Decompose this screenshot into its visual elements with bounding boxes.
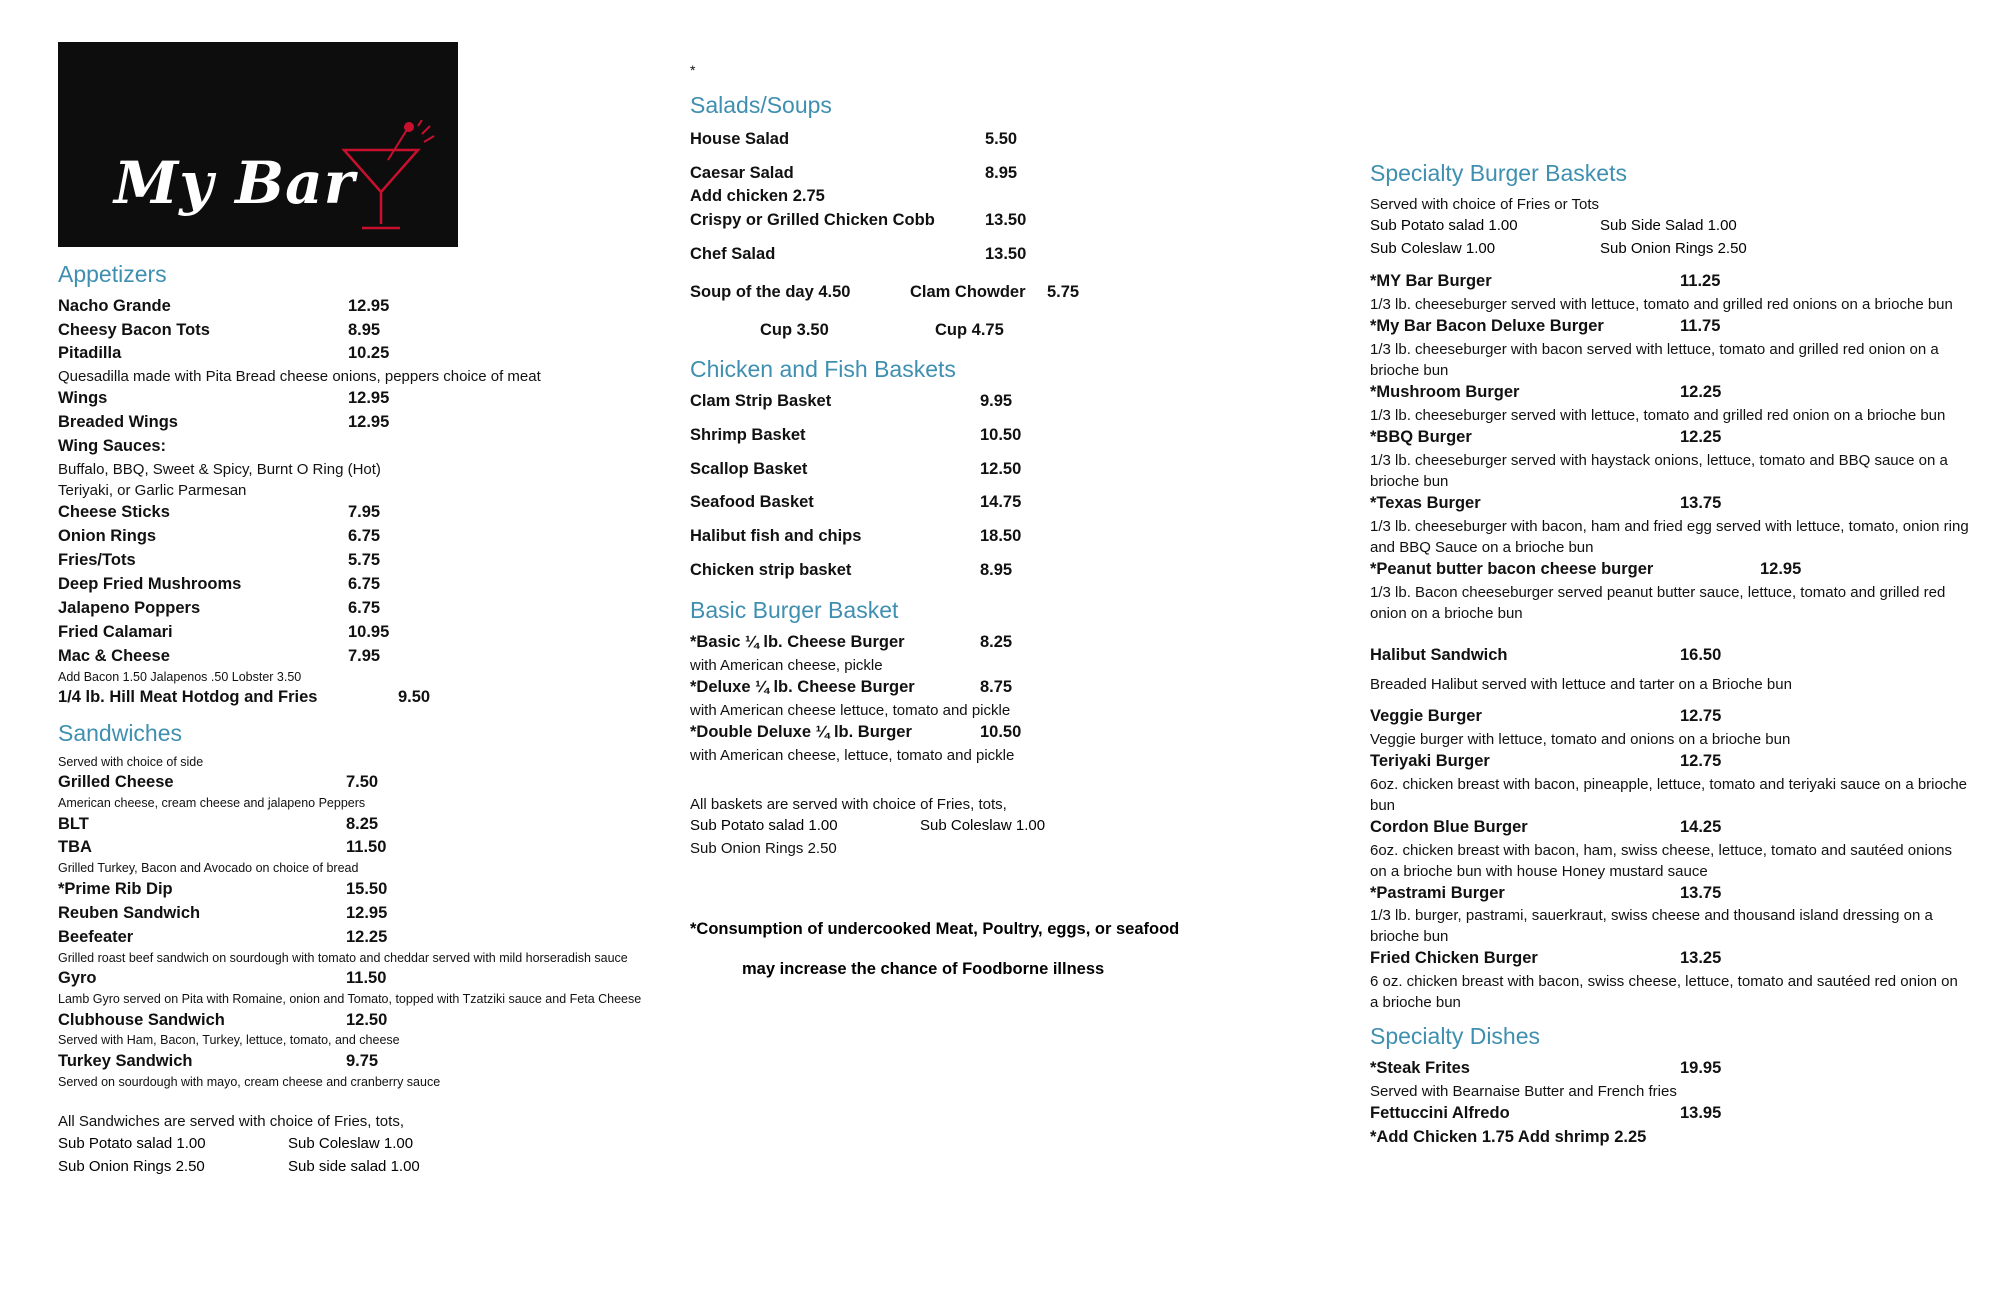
item-price: 12.95 bbox=[346, 903, 388, 922]
item-name: Caesar Salad bbox=[690, 163, 794, 182]
right-column bbox=[1370, 0, 1970, 1150]
item-name: Fries/Tots bbox=[58, 550, 136, 569]
item-price: 12.25 bbox=[1680, 383, 1722, 402]
item-name: Fettuccini Alfredo bbox=[1370, 1103, 1510, 1122]
menu-item-row bbox=[58, 902, 698, 926]
menu-item-row bbox=[1370, 558, 1970, 582]
menu-item-row bbox=[58, 926, 698, 950]
menu-item-row bbox=[58, 1050, 698, 1074]
basket-footer-line-1: All baskets are served with choice of Fries, tots, bbox=[690, 795, 1007, 813]
add-chicken-line: Add chicken 2.75 bbox=[690, 187, 825, 206]
item-description: Quesadilla made with Pita Bread cheese onions, peppers choice of meat bbox=[58, 368, 541, 386]
item-name: Crispy or Grilled Chicken Cobb bbox=[690, 211, 935, 230]
item-price: 13.75 bbox=[1680, 883, 1722, 902]
sandwich-footer-line-2 bbox=[58, 1133, 698, 1156]
asterisk-marker: * bbox=[690, 62, 696, 78]
item-name: Chef Salad bbox=[690, 245, 776, 264]
appetizer-addons: Add Bacon 1.50 Jalapenos .50 Lobster 3.50 bbox=[58, 669, 302, 684]
item-name: *Texas Burger bbox=[1370, 494, 1481, 513]
item-description: 1/3 lb. cheeseburger with bacon served with lettuce, tomato and grilled red onion on a brioche bun bbox=[1370, 341, 1939, 380]
item-price: 11.50 bbox=[346, 838, 387, 857]
item-name: TBA bbox=[58, 838, 92, 857]
item-price: 9.95 bbox=[980, 391, 1013, 410]
item-price: 12.75 bbox=[1680, 706, 1722, 725]
item-price: 8.75 bbox=[980, 677, 1013, 696]
item-price: 12.50 bbox=[980, 459, 1022, 478]
item-name: Pitadilla bbox=[58, 344, 122, 363]
item-name: *Steak Frites bbox=[1370, 1059, 1470, 1077]
menu-item-row bbox=[690, 559, 1330, 583]
item-price: 7.95 bbox=[348, 503, 381, 522]
sub-coleslaw: Sub Coleslaw 1.00 bbox=[1370, 239, 1496, 257]
item-price: 12.25 bbox=[346, 927, 388, 946]
disclaimer-text: may increase the chance of Foodborne illness bbox=[742, 960, 1105, 978]
item-name: Cheesy Bacon Tots bbox=[58, 320, 210, 339]
section-specialty-burgers-title: Specialty Burger Baskets bbox=[1370, 160, 1627, 186]
sub-options-line-2 bbox=[1370, 238, 1970, 261]
disclaimer-line-2 bbox=[690, 956, 1330, 982]
section-basic-burger-title: Basic Burger Basket bbox=[690, 597, 899, 624]
item-price: 14.75 bbox=[980, 493, 1022, 512]
menu-item-row bbox=[1370, 270, 1970, 294]
soup-of-the-day: Soup of the day 4.50 bbox=[690, 283, 851, 302]
sub-side-salad: Sub Side Salad 1.00 bbox=[1600, 217, 1737, 235]
menu-item-row bbox=[58, 525, 698, 549]
item-price: 5.75 bbox=[348, 550, 381, 569]
item-price: 11.50 bbox=[346, 969, 387, 988]
item-description: Served with Ham, Bacon, Turkey, lettuce, tomato, and cheese bbox=[58, 1033, 400, 1048]
menu-item-row bbox=[1370, 705, 1970, 729]
item-name: *Pastrami Burger bbox=[1370, 883, 1505, 902]
item-description: Served on sourdough with mayo, cream cheese and cranberry sauce bbox=[58, 1074, 441, 1089]
wing-sauces-line-2: Teriyaki, or Garlic Parmesan bbox=[58, 482, 247, 500]
item-name: Cheese Sticks bbox=[58, 503, 170, 522]
menu-item-row bbox=[1370, 1102, 1970, 1126]
clam-chowder-price: 5.75 bbox=[1047, 283, 1080, 302]
item-price: 12.50 bbox=[346, 1010, 388, 1029]
item-description: American cheese, cream cheese and jalapeno Peppers bbox=[58, 796, 366, 811]
item-name: Reuben Sandwich bbox=[58, 903, 201, 922]
item-price: 15.50 bbox=[346, 879, 388, 898]
menu-item-row bbox=[58, 1009, 698, 1033]
item-price: 19.95 bbox=[1680, 1059, 1722, 1077]
menu-item-row bbox=[690, 676, 1330, 700]
sub-options-line-1 bbox=[1370, 215, 1970, 238]
menu-item-row bbox=[58, 813, 698, 837]
menu-item-row bbox=[690, 390, 1330, 414]
item-price: 13.75 bbox=[1680, 494, 1722, 513]
menu-item-row bbox=[58, 549, 698, 573]
menu-item-row bbox=[58, 501, 698, 525]
left-column bbox=[58, 0, 698, 1178]
item-description: with American cheese, pickle bbox=[690, 656, 883, 674]
sandwich-footer-line-3 bbox=[58, 1156, 698, 1179]
section-appetizers-title: Appetizers bbox=[58, 261, 167, 287]
sub-side-salad: Sub side salad 1.00 bbox=[288, 1157, 420, 1175]
menu-item-row bbox=[58, 319, 698, 343]
cup-price-1: Cup 3.50 bbox=[760, 321, 829, 340]
item-price: 12.95 bbox=[348, 296, 390, 315]
section-specialty-dishes-title: Specialty Dishes bbox=[1370, 1023, 1541, 1050]
item-price: 10.95 bbox=[348, 622, 390, 641]
item-name: Mac & Cheese bbox=[58, 646, 170, 665]
item-name: Teriyaki Burger bbox=[1370, 751, 1490, 770]
sub-onion-rings: Sub Onion Rings 2.50 bbox=[58, 1157, 205, 1175]
item-price: 8.95 bbox=[980, 561, 1013, 580]
item-price: 10.25 bbox=[348, 344, 390, 363]
served-with-note: Served with choice of Fries or Tots bbox=[1370, 195, 1599, 213]
menu-item-row bbox=[1370, 882, 1970, 906]
item-price: 13.95 bbox=[1680, 1103, 1722, 1122]
sandwiches-subtitle: Served with choice of side bbox=[58, 754, 204, 769]
item-name: *Deluxe ¼ lb. Cheese Burger bbox=[690, 677, 915, 696]
item-price: 9.75 bbox=[346, 1051, 379, 1070]
menu-item-row bbox=[690, 525, 1330, 549]
item-description: 1/3 lb. burger, pastrami, sauerkraut, swiss cheese and thousand island dressing on a brioche bun bbox=[1370, 907, 1933, 946]
item-price: 8.95 bbox=[985, 163, 1018, 182]
item-price: 7.95 bbox=[348, 646, 381, 665]
section-salads-soups-title: Salads/Soups bbox=[690, 92, 832, 118]
menu-item-row bbox=[1370, 947, 1970, 971]
menu-item-row bbox=[690, 458, 1330, 482]
item-name: Halibut Sandwich bbox=[1370, 645, 1508, 664]
item-price: 13.50 bbox=[985, 211, 1027, 230]
cup-price-2: Cup 4.75 bbox=[935, 321, 1004, 340]
menu-item-row bbox=[1370, 381, 1970, 405]
item-name: BLT bbox=[58, 814, 89, 833]
item-name: House Salad bbox=[690, 129, 790, 148]
item-name: Fried Chicken Burger bbox=[1370, 949, 1538, 968]
item-name: Turkey Sandwich bbox=[58, 1051, 193, 1070]
item-description: Grilled roast beef sandwich on sourdough with tomato and cheddar served with mild horseradish sauce bbox=[58, 950, 628, 965]
item-price: 12.95 bbox=[348, 413, 390, 432]
clam-chowder-label: Clam Chowder bbox=[910, 283, 1026, 302]
item-price: 6.75 bbox=[348, 527, 381, 546]
menu-item-row bbox=[58, 621, 698, 645]
item-name: *Mushroom Burger bbox=[1370, 383, 1520, 402]
item-name: Cordon Blue Burger bbox=[1370, 817, 1528, 836]
menu-item-row bbox=[58, 295, 698, 319]
item-name: Wings bbox=[58, 389, 108, 408]
item-price: 8.95 bbox=[348, 320, 381, 339]
wing-sauces-label: Wing Sauces: bbox=[58, 437, 167, 456]
item-description: 6oz. chicken breast with bacon, pineapple, lettuce, tomato and teriyaki sauce on a brioche bun bbox=[1370, 775, 1968, 814]
item-name: Shrimp Basket bbox=[690, 425, 806, 444]
sub-onion-rings: Sub Onion Rings 2.50 bbox=[1600, 239, 1747, 257]
menu-item-row bbox=[58, 597, 698, 621]
menu-item-row bbox=[58, 387, 698, 411]
item-name: *Prime Rib Dip bbox=[58, 879, 173, 898]
item-price: 5.50 bbox=[985, 129, 1018, 148]
menu-item-row bbox=[58, 411, 698, 435]
middle-column bbox=[690, 0, 1330, 982]
item-name: Fried Calamari bbox=[58, 622, 173, 641]
item-price: 10.50 bbox=[980, 425, 1022, 444]
item-name: Onion Rings bbox=[58, 527, 157, 546]
item-price: 12.95 bbox=[348, 389, 390, 408]
item-price: 18.50 bbox=[980, 527, 1022, 546]
item-price: 8.25 bbox=[346, 814, 379, 833]
item-price: 14.25 bbox=[1680, 817, 1722, 836]
item-name: Seafood Basket bbox=[690, 493, 814, 512]
menu-item-row bbox=[1370, 750, 1970, 774]
item-name: Veggie Burger bbox=[1370, 706, 1482, 725]
menu-item-row bbox=[690, 209, 1330, 233]
logo-text: My Bar bbox=[114, 149, 356, 217]
item-description: 1/3 lb. cheeseburger served with lettuce, tomato and grilled red onion on a brioche bun bbox=[1370, 407, 1946, 425]
item-name: *My Bar Bacon Deluxe Burger bbox=[1370, 317, 1604, 336]
item-description: 1/3 lb. cheeseburger with bacon, ham and fried egg served with lettuce, tomato, onion ring and BBQ Sauce on a brioche bun bbox=[1370, 517, 1969, 556]
menu-item-row bbox=[58, 342, 698, 366]
menu-item-row bbox=[690, 721, 1330, 745]
menu-item-row bbox=[58, 645, 698, 669]
item-name: *Double Deluxe ¼ lb. Burger bbox=[690, 722, 912, 741]
menu-item-row bbox=[58, 573, 698, 597]
menu-item-row bbox=[690, 243, 1330, 267]
item-description: 6 oz. chicken breast with bacon, swiss cheese, lettuce, tomato and sautéed red onion on a brioche bun bbox=[1370, 973, 1958, 1012]
menu-item-row bbox=[1370, 426, 1970, 450]
item-name: Breaded Wings bbox=[58, 413, 178, 432]
item-name: Deep Fried Mushrooms bbox=[58, 574, 242, 593]
item-name: *Peanut butter bacon cheese burger bbox=[1370, 559, 1654, 578]
restaurant-logo bbox=[58, 42, 458, 247]
item-price: 11.25 bbox=[1680, 272, 1721, 291]
item-name: Clam Strip Basket bbox=[690, 391, 832, 410]
item-name: Clubhouse Sandwich bbox=[58, 1010, 225, 1029]
menu-item-row bbox=[690, 162, 1330, 186]
item-name: Halibut fish and chips bbox=[690, 527, 862, 546]
menu-item-row bbox=[1370, 816, 1970, 840]
menu-item-row bbox=[1370, 315, 1970, 339]
cup-row bbox=[690, 319, 1330, 342]
item-price: 12.25 bbox=[1680, 428, 1722, 447]
item-name: Beefeater bbox=[58, 927, 134, 946]
disclaimer-line-1: *Consumption of undercooked Meat, Poultry, eggs, or seafood bbox=[690, 919, 1180, 938]
menu-item-row bbox=[690, 424, 1330, 448]
item-price: 16.50 bbox=[1680, 645, 1722, 664]
menu-item-row bbox=[58, 771, 698, 795]
menu-item-row bbox=[58, 686, 698, 710]
item-description: with American cheese lettuce, tomato and pickle bbox=[690, 701, 1011, 719]
sub-coleslaw: Sub Coleslaw 1.00 bbox=[920, 817, 1046, 835]
item-price: 7.50 bbox=[346, 773, 379, 792]
sandwich-footer-line-1: All Sandwiches are served with choice of Fries, tots, bbox=[58, 1113, 404, 1131]
item-name: *Basic ¼ lb. Cheese Burger bbox=[690, 632, 905, 651]
section-sandwiches-title: Sandwiches bbox=[58, 720, 183, 746]
item-description: 1/3 lb. cheeseburger served with lettuce, tomato and grilled red onions on a brioche bun bbox=[1370, 296, 1953, 314]
sub-coleslaw: Sub Coleslaw 1.00 bbox=[288, 1135, 414, 1153]
item-description: 1/3 lb. cheeseburger served with haystack onions, lettuce, tomato and BBQ sauce on a brioche bun bbox=[1370, 452, 1948, 491]
item-price: 12.75 bbox=[1680, 751, 1722, 770]
menu-item-row bbox=[1370, 1057, 1970, 1081]
item-name: Chicken strip basket bbox=[690, 561, 852, 580]
wing-sauces-line-1: Buffalo, BBQ, Sweet & Spicy, Burnt O Ring (Hot) bbox=[58, 461, 381, 479]
sub-potato-salad: Sub Potato salad 1.00 bbox=[1370, 217, 1518, 235]
item-price: 8.25 bbox=[980, 632, 1013, 651]
item-name: Gyro bbox=[58, 969, 97, 988]
item-price: 12.95 bbox=[1760, 559, 1802, 578]
menu-item-row bbox=[58, 836, 698, 860]
item-price: 13.50 bbox=[985, 245, 1027, 264]
item-description: Served with Bearnaise Butter and French fries bbox=[1370, 1082, 1677, 1100]
menu-item-row bbox=[58, 967, 698, 991]
item-price: 10.50 bbox=[980, 722, 1022, 741]
menu-item-row bbox=[690, 491, 1330, 515]
item-price: 11.75 bbox=[1680, 317, 1721, 336]
soup-row bbox=[690, 281, 1330, 305]
sub-potato-salad: Sub Potato salad 1.00 bbox=[690, 817, 838, 835]
item-name: Grilled Cheese bbox=[58, 773, 174, 792]
item-description: Grilled Turkey, Bacon and Avocado on choice of bread bbox=[58, 861, 359, 876]
item-description: with American cheese, lettuce, tomato and pickle bbox=[690, 746, 1015, 764]
item-price: 6.75 bbox=[348, 574, 381, 593]
item-name: Scallop Basket bbox=[690, 459, 808, 478]
basket-footer-line-3: Sub Onion Rings 2.50 bbox=[690, 839, 837, 857]
item-description: Veggie burger with lettuce, tomato and onions on a brioche bun bbox=[1370, 730, 1791, 748]
item-price: 9.50 bbox=[398, 688, 431, 707]
item-name: Nacho Grande bbox=[58, 296, 171, 315]
item-price: 6.75 bbox=[348, 598, 381, 617]
martini-glass-icon bbox=[326, 120, 436, 235]
item-name: *BBQ Burger bbox=[1370, 428, 1472, 447]
item-price: 13.25 bbox=[1680, 949, 1722, 968]
menu-item-row bbox=[1370, 492, 1970, 516]
item-name: 1/4 lb. Hill Meat Hotdog and Fries bbox=[58, 688, 318, 707]
section-chicken-fish-title: Chicken and Fish Baskets bbox=[690, 356, 956, 383]
specialty-dishes-addons: *Add Chicken 1.75 Add shrimp 2.25 bbox=[1370, 1127, 1647, 1146]
menu-item-row bbox=[690, 631, 1330, 655]
item-description: Breaded Halibut served with lettuce and tarter on a Brioche bun bbox=[1370, 675, 1792, 693]
sub-potato-salad: Sub Potato salad 1.00 bbox=[58, 1135, 206, 1153]
item-description: Lamb Gyro served on Pita with Romaine, onion and Tomato, topped with Tzatziki sauce and Feta Cheese bbox=[58, 992, 642, 1007]
item-name: Jalapeno Poppers bbox=[58, 598, 201, 617]
item-name: *MY Bar Burger bbox=[1370, 272, 1492, 291]
menu-item-row bbox=[1370, 644, 1970, 668]
item-description: 1/3 lb. Bacon cheeseburger served peanut butter sauce, lettuce, tomato and grilled red onion on a brioche bun bbox=[1370, 583, 1946, 622]
menu-item-row bbox=[690, 128, 1330, 152]
item-description: 6oz. chicken breast with bacon, ham, swiss cheese, lettuce, tomato and sautéed onions on a brioche bun with house Honey mustard sauce bbox=[1370, 841, 1952, 880]
menu-item-row bbox=[58, 878, 698, 902]
basket-footer-line-2 bbox=[690, 815, 1330, 838]
